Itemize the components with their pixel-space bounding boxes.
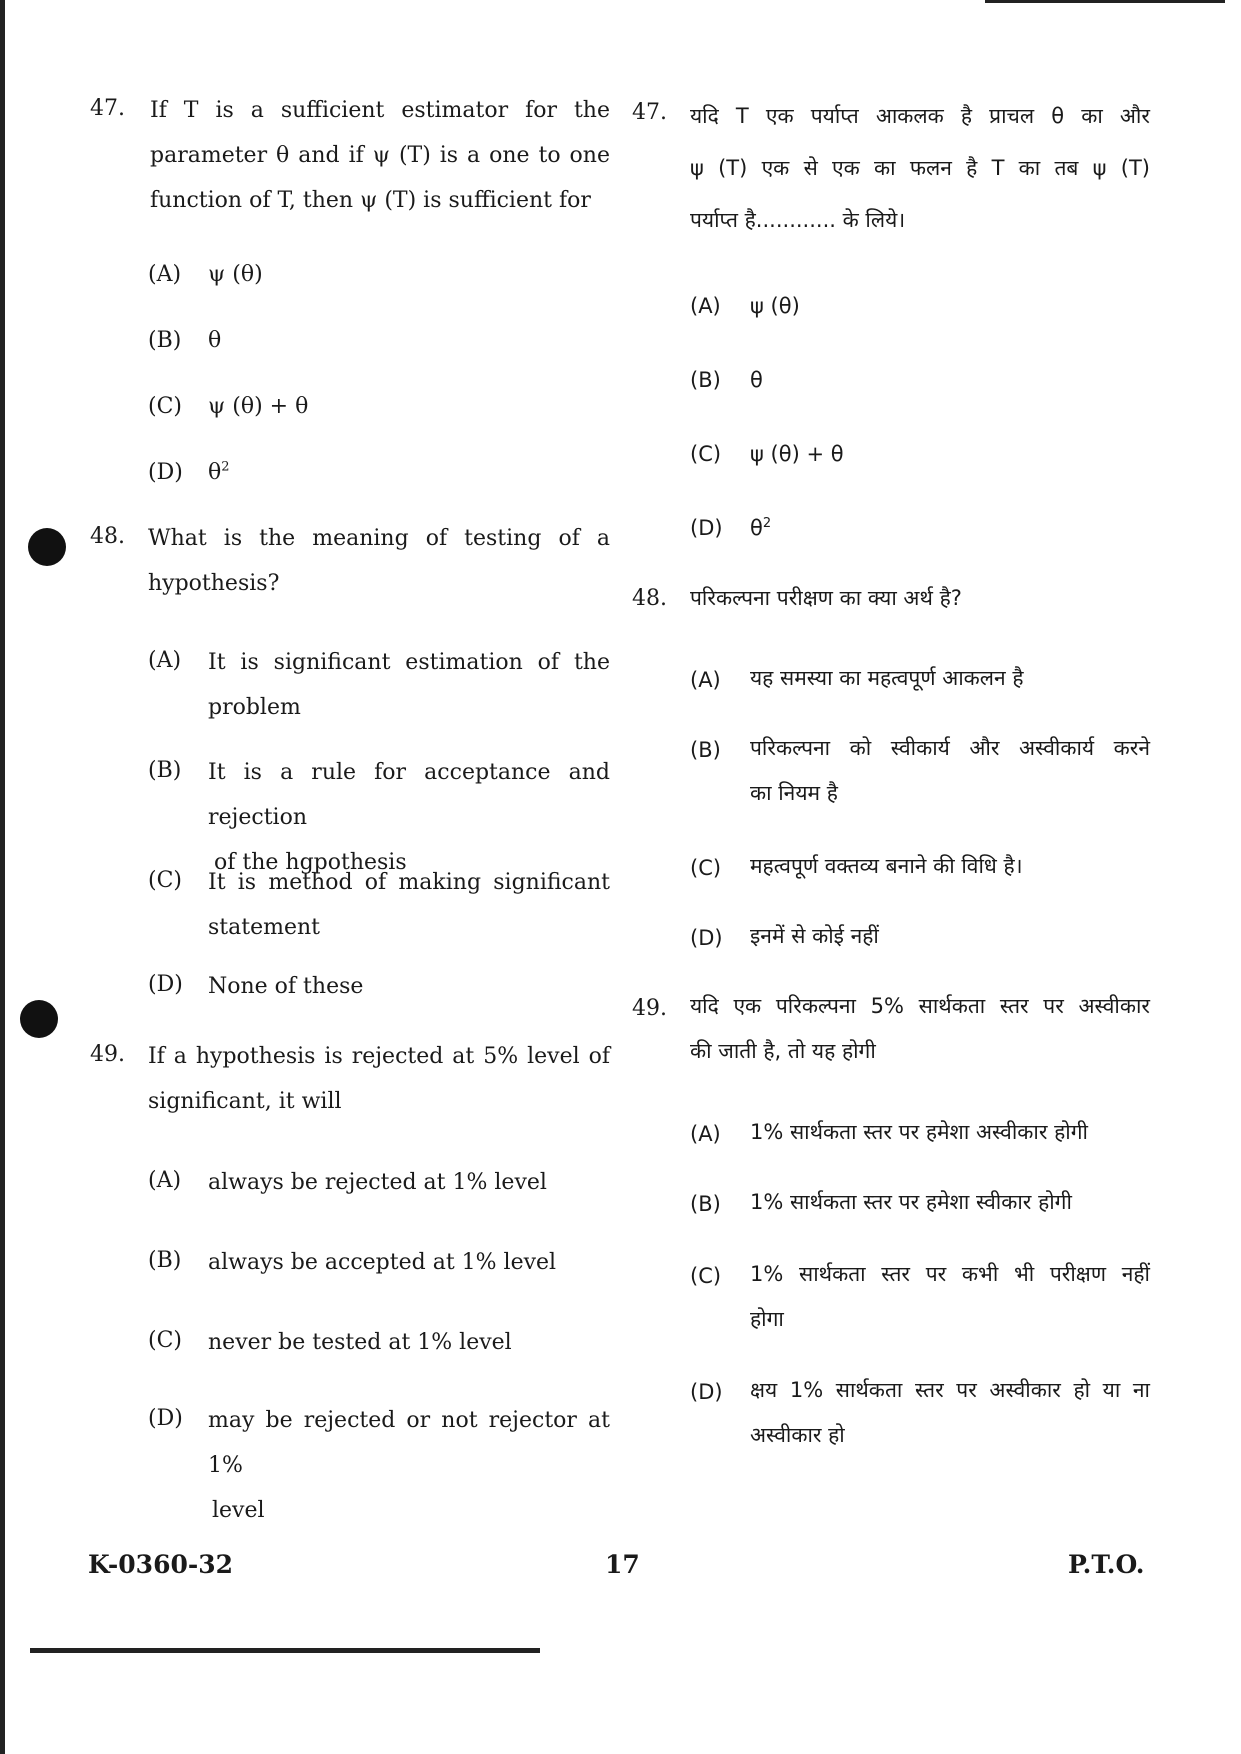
option-line: never be tested at 1% level: [208, 1330, 512, 1355]
punch-hole-bottom: [20, 1000, 58, 1038]
question-line: What is the meaning of testing of a: [148, 526, 610, 551]
option-label: (B): [148, 758, 182, 783]
option-line: None of these: [208, 974, 364, 999]
option-base: θ: [208, 460, 222, 485]
option-line: statement: [208, 915, 320, 940]
question-number: 49.: [90, 1042, 125, 1067]
question-line: पर्याप्त है............ के लिये।: [690, 208, 906, 232]
question-line: यदि T एक पर्याप्त आकलक है प्राचल θ का और: [690, 104, 1150, 128]
option-line: इनमें से कोई नहीं: [750, 924, 879, 948]
option-label: (C): [690, 442, 722, 466]
option-label: (D): [690, 516, 723, 540]
bottom-border-line: [30, 1648, 540, 1653]
option-line: level: [212, 1498, 265, 1523]
option-label: (A): [690, 1122, 721, 1146]
question-line: function of T, then ψ (T) is sufficient for: [150, 188, 591, 213]
question-line: parameter θ and if ψ (T) is a one to one: [150, 143, 610, 168]
option-label: (A): [148, 1168, 182, 1193]
question-line: ψ (T) एक से एक का फलन है T का तब ψ (T): [690, 156, 1150, 180]
option-label: (B): [690, 738, 721, 762]
pto-label: P.T.O.: [1068, 1550, 1145, 1579]
option-text: ψ (θ) + θ: [208, 394, 309, 419]
option-label: (B): [148, 1248, 182, 1273]
option-line: अस्वीकार हो: [750, 1423, 845, 1447]
option-label: (D): [148, 972, 183, 997]
option-text: θ: [208, 328, 222, 353]
option-line: may be rejected or not rejector at 1%: [208, 1408, 610, 1478]
option-text: ψ (θ): [208, 262, 263, 287]
option-line: होगा: [750, 1307, 784, 1331]
superscript: 2: [221, 459, 230, 475]
option-text: ψ (θ) + θ: [750, 442, 844, 466]
option-line: It is significant estimation of the: [208, 650, 610, 675]
option-line: of the hgpothesis: [214, 850, 407, 875]
option-line: परिकल्पना को स्वीकार्य और अस्वीकार्य करने: [750, 736, 1150, 760]
option-label: (B): [690, 1192, 721, 1216]
option-line: It is a rule for acceptance and rejection: [208, 760, 610, 830]
option-base: θ: [750, 516, 763, 540]
option-label: (B): [148, 328, 182, 353]
question-line: यदि एक परिकल्पना 5% सार्थकता स्तर पर अस्वीकार: [690, 994, 1150, 1018]
option-label: (D): [148, 460, 183, 485]
option-line: 1% सार्थकता स्तर पर हमेशा स्वीकार होगी: [750, 1190, 1072, 1214]
option-label: (A): [690, 668, 721, 692]
option-line: यह समस्या का महत्वपूर्ण आकलन है: [750, 666, 1024, 690]
question-number: 49.: [632, 996, 667, 1021]
question-line: If a hypothesis is rejected at 5% level of: [148, 1044, 610, 1069]
option-line: It is method of making significant: [208, 870, 610, 895]
question-line: की जाती है, तो यह होगी: [690, 1039, 876, 1063]
option-label: (C): [148, 868, 182, 893]
option-label: (D): [690, 1380, 723, 1404]
option-text: ψ (θ): [750, 294, 800, 318]
option-label: (C): [148, 1328, 182, 1353]
question-line: If T is a sufficient estimator for the: [150, 98, 610, 123]
option-text: [208, 450, 230, 495]
option-label: (C): [690, 856, 722, 880]
option-line: always be accepted at 1% level: [208, 1250, 557, 1275]
option-line: problem: [208, 695, 301, 720]
option-line: का नियम है: [750, 781, 838, 805]
option-line: always be rejected at 1% level: [208, 1170, 547, 1195]
question-line: hypothesis?: [148, 571, 280, 596]
question-number: 47.: [90, 96, 125, 121]
paper-code: K-0360-32: [88, 1550, 234, 1579]
option-text: [750, 506, 771, 551]
question-number: 48.: [632, 586, 667, 611]
left-border-line: [0, 0, 5, 1754]
question-number: 47.: [632, 100, 667, 125]
option-label: (C): [148, 394, 182, 419]
question-number: 48.: [90, 524, 125, 549]
option-label: (D): [148, 1406, 183, 1431]
option-line: महत्वपूर्ण वक्तव्य बनाने की विधि है।: [750, 854, 1023, 878]
option-line: क्षय 1% सार्थकता स्तर पर अस्वीकार हो या ना: [750, 1378, 1150, 1402]
option-line: 1% सार्थकता स्तर पर कभी भी परीक्षण नहीं: [750, 1262, 1150, 1286]
question-line: परिकल्पना परीक्षण का क्या अर्थ है?: [690, 586, 962, 610]
option-label: (C): [690, 1264, 722, 1288]
superscript: 2: [762, 516, 772, 531]
option-label: (B): [690, 368, 721, 392]
page-number: 17: [605, 1550, 640, 1579]
option-label: (D): [690, 926, 723, 950]
top-edge-line: [985, 0, 1225, 3]
option-label: (A): [148, 648, 182, 673]
option-text: θ: [750, 368, 763, 392]
option-label: (A): [148, 262, 182, 287]
option-label: (A): [690, 294, 721, 318]
option-line: 1% सार्थकता स्तर पर हमेशा अस्वीकार होगी: [750, 1120, 1088, 1144]
punch-hole-top: [28, 528, 66, 566]
question-line: significant, it will: [148, 1089, 342, 1114]
